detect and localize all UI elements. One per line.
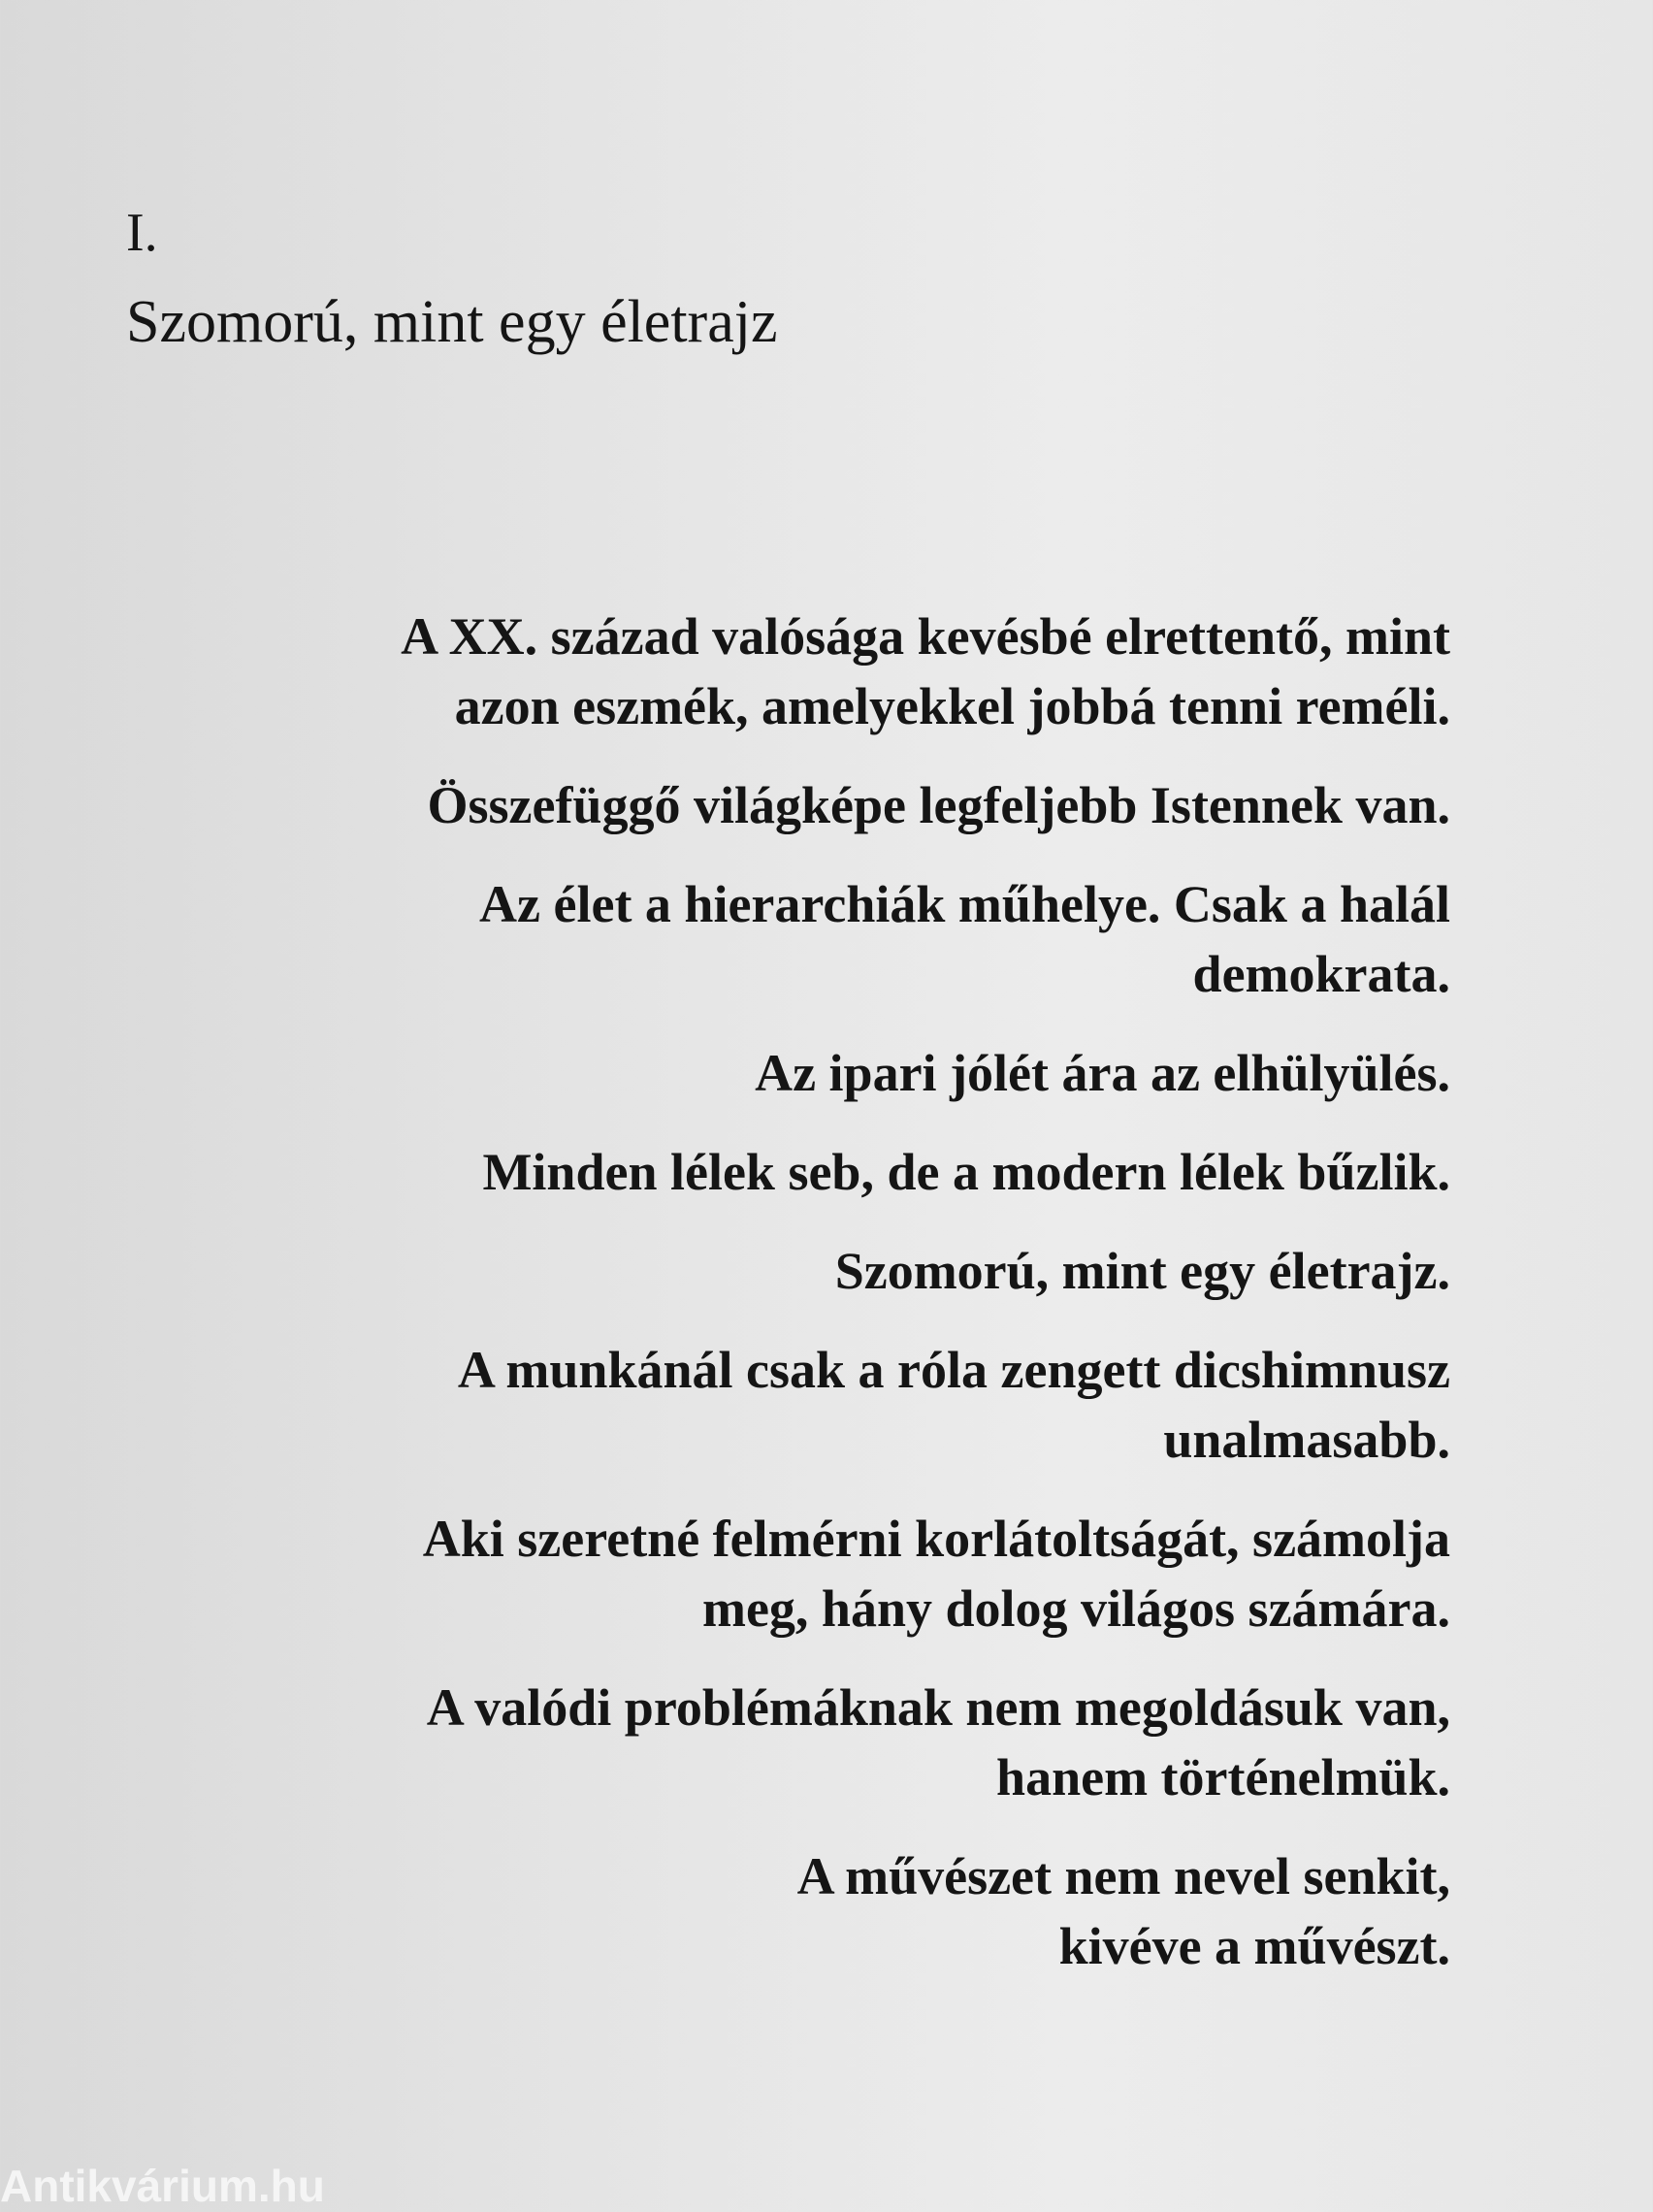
aphorism (116, 1236, 1450, 1306)
chapter-number: I. (126, 203, 158, 263)
aphorism-line: demokrata. (1192, 945, 1450, 1003)
aphorism (116, 1504, 1450, 1643)
aphorism (116, 1038, 1450, 1108)
aphorism-line: A XX. század valósága kevésbé elrettentő, mint (401, 607, 1450, 666)
aphorism-line: Az élet a hierarchiák műhelye. Csak a halál (479, 875, 1450, 933)
aphorism (116, 1673, 1450, 1812)
aphorism (116, 869, 1450, 1009)
aphorism-line: unalmasabb. (1163, 1411, 1450, 1469)
chapter-heading (126, 204, 777, 355)
aphorism-line: Szomorú, mint egy életrajz. (834, 1242, 1450, 1300)
aphorism-line: azon eszmék, amelyekkel jobbá tenni reméli. (454, 677, 1450, 735)
chapter-title: Szomorú, mint egy életrajz (126, 288, 778, 355)
aphorism-line: Összefüggő világképe legfeljebb Istennek van. (427, 776, 1450, 834)
aphorism-line: Aki szeretné felmérni korlátoltságát, számolja (422, 1510, 1450, 1568)
aphorism-line: hanem történelmük. (996, 1748, 1450, 1806)
aphorism-line: Minden lélek seb, de a modern lélek bűzlik. (482, 1143, 1450, 1201)
aphorism-line: A művészet nem nevel senkit, (796, 1847, 1450, 1905)
aphorism-line: A valódi problémáknak nem megoldásuk van, (426, 1678, 1450, 1737)
aphorism (116, 1841, 1450, 1981)
aphorism-line: meg, hány dolog világos számára. (701, 1579, 1450, 1638)
watermark: Antikvárium.hu (0, 2161, 325, 2211)
aphorism (116, 602, 1450, 741)
aphorism (116, 770, 1450, 840)
aphorism-line: A munkánál csak a róla zengett dicshimnusz (457, 1341, 1450, 1399)
aphorism (116, 1335, 1450, 1475)
aphorism-line: kivéve a művészt. (1058, 1917, 1450, 1975)
aphorism-line: Az ipari jólét ára az elhülyülés. (755, 1044, 1450, 1102)
aphorism-list (116, 602, 1450, 2010)
aphorism (116, 1137, 1450, 1207)
